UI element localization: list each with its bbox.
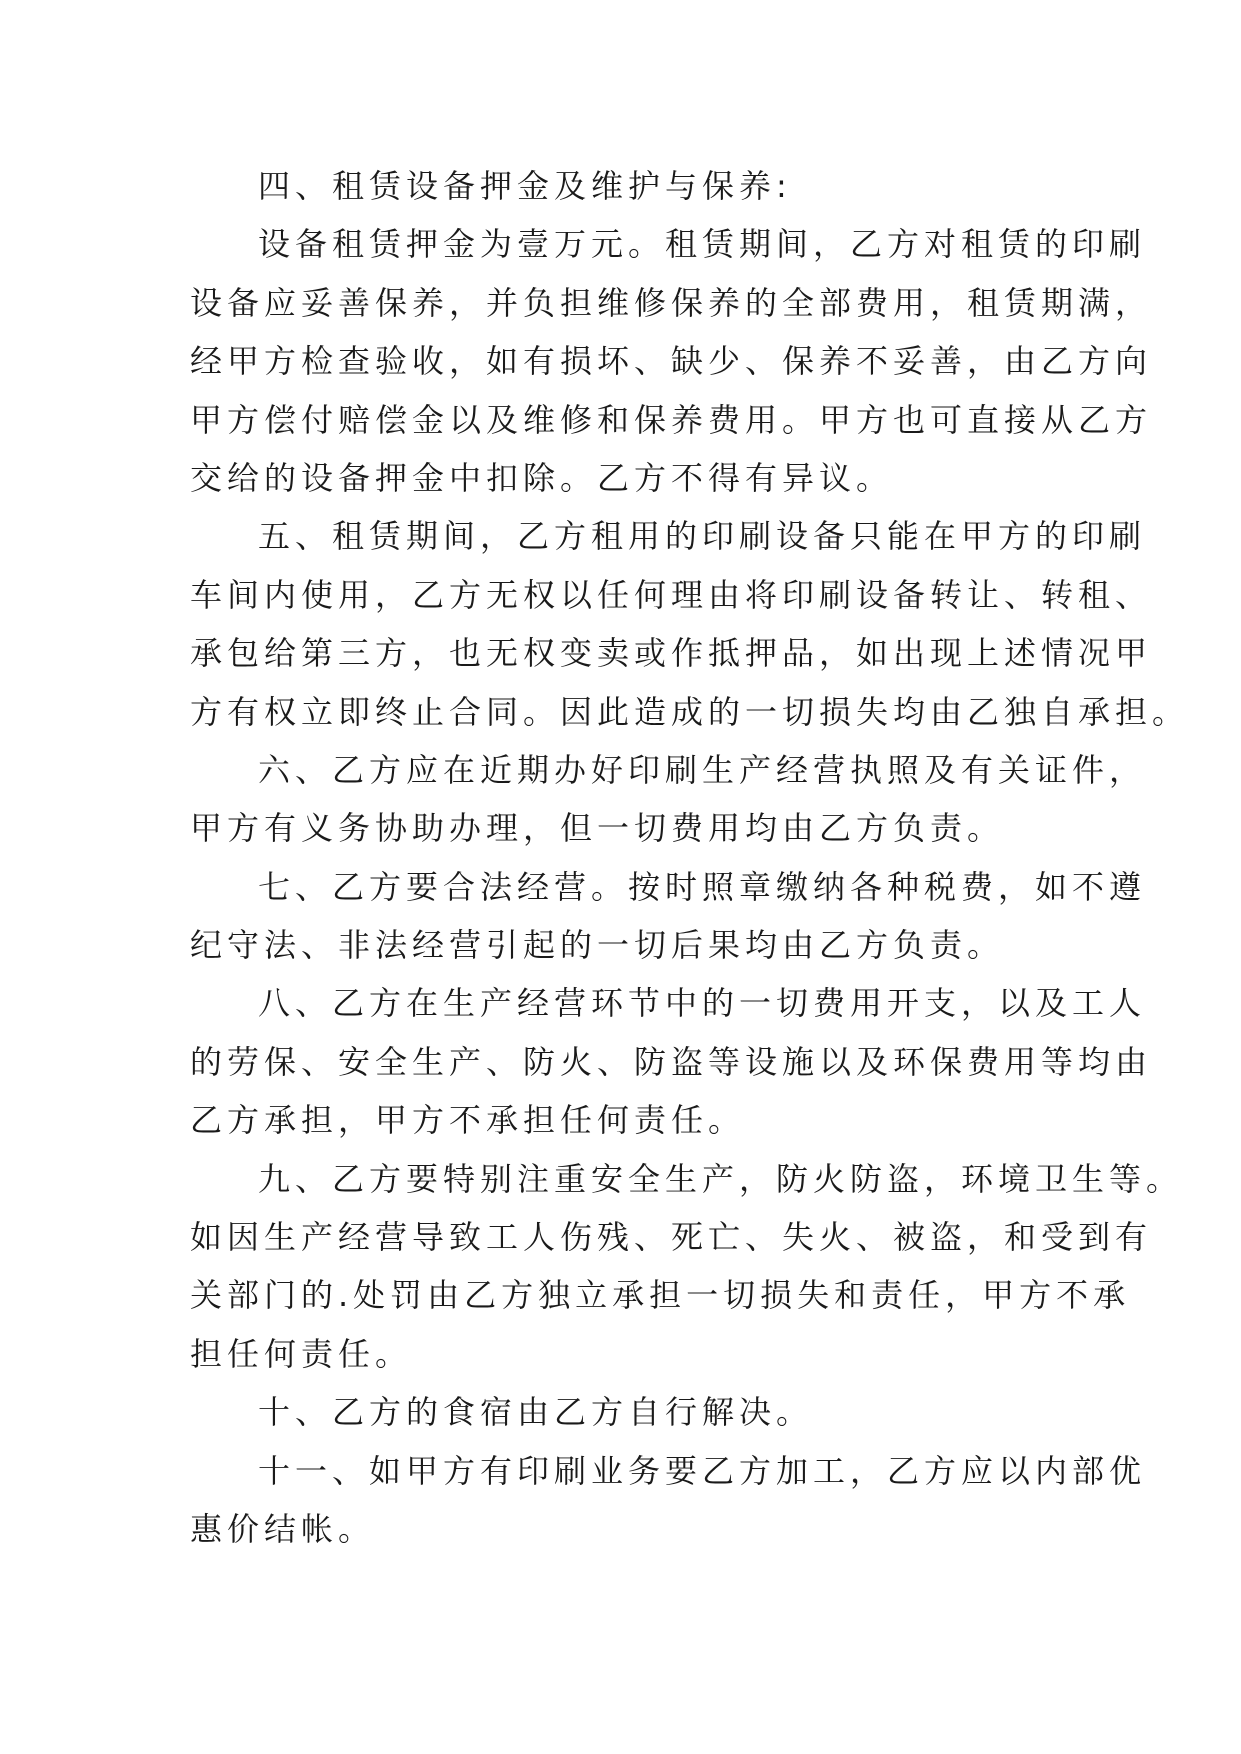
paragraph-line: 方有权立即终止合同。因此造成的一切损失均由乙独自承担。 — [190, 692, 1190, 731]
paragraph-first-line: 十、乙方的食宿由乙方自行解决。 — [258, 1393, 814, 1432]
paragraph-first-line: 六、乙方应在近期办好印刷生产经营执照及有关证件， — [258, 750, 1147, 789]
paragraph-line: 甲方偿付赔偿金以及维修和保养费用。甲方也可直接从乙方 — [190, 400, 1153, 439]
paragraph-first-line: 八、乙方在生产经营环节中的一切费用开支，以及工人 — [258, 984, 1147, 1023]
paragraph-line: 承包给第三方，也无权变卖或作抵押品，如出现上述情况甲 — [190, 634, 1153, 673]
paragraph-first-line: 五、租赁期间，乙方租用的印刷设备只能在甲方的印刷 — [258, 517, 1147, 556]
paragraph-first-line: 九、乙方要特别注重安全生产，防火防盗，环境卫生等。 — [258, 1159, 1184, 1198]
paragraph-first-line: 十一、如甲方有印刷业务要乙方加工，乙方应以内部优 — [258, 1451, 1147, 1490]
paragraph-line: 纪守法、非法经营引起的一切后果均由乙方负责。 — [190, 926, 1005, 965]
paragraph-line: 设备应妥善保养，并负担维修保养的全部费用，租赁期满， — [190, 283, 1153, 322]
paragraph-line: 车间内使用，乙方无权以任何理由将印刷设备转让、转租、 — [190, 575, 1153, 614]
paragraph-line: 甲方有义务协助办理，但一切费用均由乙方负责。 — [190, 809, 1005, 848]
paragraph-line: 如因生产经营导致工人伤残、死亡、失火、被盗，和受到有 — [190, 1218, 1153, 1257]
paragraph-line: 惠价结帐。 — [190, 1509, 376, 1548]
document-body — [190, 157, 1190, 1558]
paragraph-line: 担任何责任。 — [190, 1334, 413, 1373]
paragraph-first-line: 设备租赁押金为壹万元。租赁期间，乙方对租赁的印刷 — [258, 225, 1147, 264]
paragraph-first-line: 四、租赁设备押金及维护与保养: — [258, 167, 792, 205]
paragraph-line: 乙方承担，甲方不承担任何责任。 — [190, 1101, 746, 1140]
paragraph-line: 交给的设备押金中扣除。乙方不得有异议。 — [190, 458, 894, 497]
paragraph-line: 经甲方检查验收，如有损坏、缺少、保养不妥善，由乙方向 — [190, 342, 1153, 381]
paragraph-first-line: 七、乙方要合法经营。按时照章缴纳各种税费，如不遵 — [258, 867, 1147, 906]
paragraph-line: 的劳保、安全生产、防火、防盗等设施以及环保费用等均由 — [190, 1042, 1153, 1081]
paragraph-line: 关部门的.处罚由乙方独立承担一切损失和责任，甲方不承 — [190, 1276, 1131, 1315]
